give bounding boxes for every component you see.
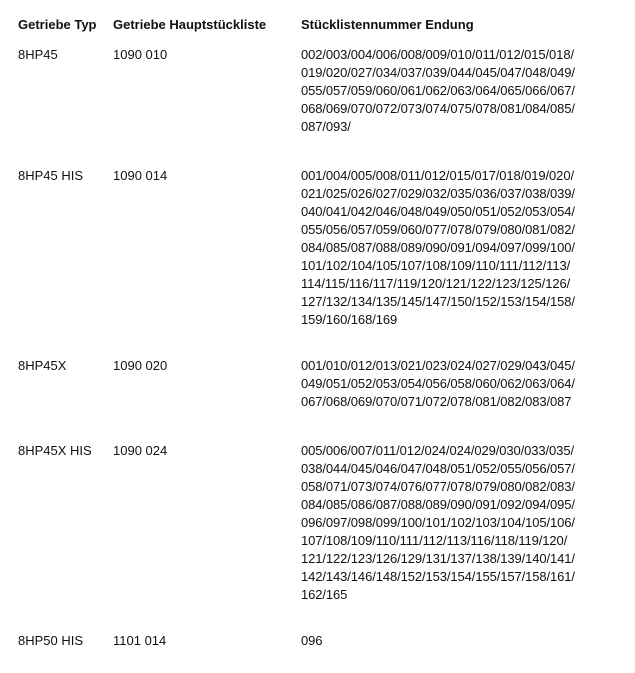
- endung-cell: [301, 632, 621, 650]
- endung-line: 162/165: [301, 587, 348, 602]
- endung-cell: [301, 357, 621, 411]
- endung-line: 058/071/073/074/076/077/078/079/080/082/083/: [301, 479, 575, 494]
- endung-line: 096: [301, 633, 323, 648]
- getriebe-typ-cell: 8HP45X HIS: [18, 443, 92, 458]
- endung-line: 096/097/098/099/100/101/102/103/104/105/106/: [301, 515, 575, 530]
- getriebe-typ-cell: 8HP45: [18, 47, 58, 62]
- getriebe-typ-cell: 8HP45 HIS: [18, 168, 84, 183]
- header-endung: Stücklistennummer Endung: [301, 17, 474, 32]
- endung-line: 087/093/: [301, 119, 351, 134]
- endung-line: 084/085/087/088/089/090/091/094/097/099/100/: [301, 240, 575, 255]
- endung-line: 127/132/134/135/145/147/150/152/153/154/158/: [301, 294, 575, 309]
- endung-line: 068/069/070/072/073/074/075/078/081/084/085/: [301, 101, 575, 116]
- table-header: [0, 16, 635, 36]
- endung-line: 142/143/146/148/152/153/154/155/157/158/161/: [301, 569, 575, 584]
- endung-line: 040/041/042/046/048/049/050/051/052/053/054/: [301, 204, 575, 219]
- endung-cell: [301, 46, 621, 136]
- getriebe-typ-cell: 8HP45X: [18, 358, 67, 373]
- hauptstueckliste-cell: 1090 014: [113, 168, 168, 183]
- endung-line: 055/057/059/060/061/062/063/064/065/066/067/: [301, 83, 575, 98]
- endung-cell: [301, 442, 621, 604]
- endung-line: 084/085/086/087/088/089/090/091/092/094/095/: [301, 497, 575, 512]
- endung-line: 121/122/123/126/129/131/137/138/139/140/141/: [301, 551, 575, 566]
- endung-line: 001/010/012/013/021/023/024/027/029/043/045/: [301, 358, 575, 373]
- hauptstueckliste-cell: 1090 024: [113, 443, 168, 458]
- endung-line: 101/102/104/105/107/108/109/110/111/112/113/: [301, 258, 571, 273]
- header-getriebe-typ: Getriebe Typ: [18, 17, 97, 32]
- endung-line: 049/051/052/053/054/056/058/060/062/063/064/: [301, 376, 575, 391]
- endung-line: 019/020/027/034/037/039/044/045/047/048/049/: [301, 65, 575, 80]
- endung-cell: [301, 167, 621, 329]
- endung-line: 107/108/109/110/111/112/113/116/118/119/120/: [301, 533, 568, 548]
- hauptstueckliste-cell: 1090 020: [113, 358, 168, 373]
- endung-line: 038/044/045/046/047/048/051/052/055/056/057/: [301, 461, 575, 476]
- endung-line: 021/025/026/027/029/032/035/036/037/038/039/: [301, 186, 575, 201]
- hauptstueckliste-cell: 1101 014: [113, 633, 167, 648]
- endung-line: 005/006/007/011/012/024/024/029/030/033/035/: [301, 443, 574, 458]
- endung-line: 159/160/168/169: [301, 312, 398, 327]
- header-hauptstueckliste: Getriebe Hauptstückliste: [113, 17, 267, 32]
- endung-line: 114/115/116/117/119/120/121/122/123/125/126/: [301, 276, 571, 291]
- endung-line: 067/068/069/070/071/072/078/081/082/083/087: [301, 394, 572, 409]
- getriebe-typ-cell: 8HP50 HIS: [18, 633, 84, 648]
- endung-line: 055/056/057/059/060/077/078/079/080/081/082/: [301, 222, 575, 237]
- endung-line: 001/004/005/008/011/012/015/017/018/019/020/: [301, 168, 574, 183]
- hauptstueckliste-cell: 1090 010: [113, 47, 168, 62]
- endung-line: 002/003/004/006/008/009/010/011/012/015/018/: [301, 47, 574, 62]
